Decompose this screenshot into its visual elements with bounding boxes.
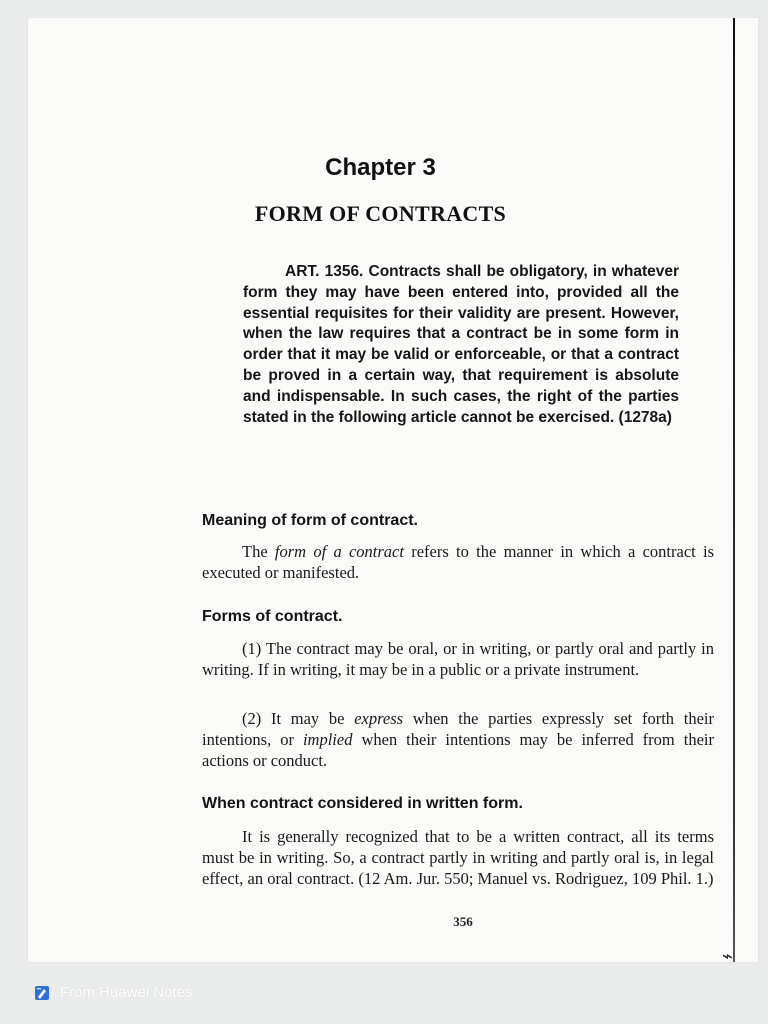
app-footer	[34, 984, 193, 1001]
section-heading-forms: Forms of contract.	[202, 608, 343, 625]
paragraph-forms-1: (1) The contract may be oral, or in writing, or partly oral and partly in writing. If in writing, it may be in a public or a private instrument.	[202, 639, 714, 679]
paragraph-forms-2: (2) It may be express when the parties expressly set forth their intentions, or implied when their intentions may be inferred from their actions or conduct.	[202, 709, 714, 770]
page-edge-line	[733, 18, 735, 962]
chapter-heading: Chapter 3	[325, 154, 436, 181]
document-page	[28, 18, 758, 967]
section-heading-written: When contract considered in written form.	[202, 795, 523, 812]
huawei-notes-icon	[34, 985, 50, 1001]
paragraph-written: It is generally recognized that to be a written contract, all its terms must be in writing. So, a contract partly in writing and partly oral is, in legal effect, an oral contract. (12 Am. Jur. 550; Manuel vs. Rodriguez, 109 Phil. 1.)	[202, 827, 714, 888]
paragraph-meaning: The form of a contract refers to the manner in which a contract is executed or manifested.	[202, 542, 714, 582]
article-text: ART. 1356. Contracts shall be obligatory, in whatever form they may have been entered into, provided all the essential requisites for their validity are present. However, when the law requires that a contract be in some form in order that it may be valid or enforceable, or that a contract be proved in a certain way, that requirement is absolute and indispensable. In such cases, the right of the parties stated in the following article cannot be exercised. (1278a)	[243, 263, 679, 426]
section-heading-meaning: Meaning of form of contract.	[202, 512, 418, 529]
edge-mark: ⌁	[722, 946, 733, 967]
footer-label: From Huawei Notes	[60, 984, 193, 1001]
chapter-title: FORM OF CONTRACTS	[254, 201, 507, 226]
page-number: 356	[453, 914, 473, 929]
